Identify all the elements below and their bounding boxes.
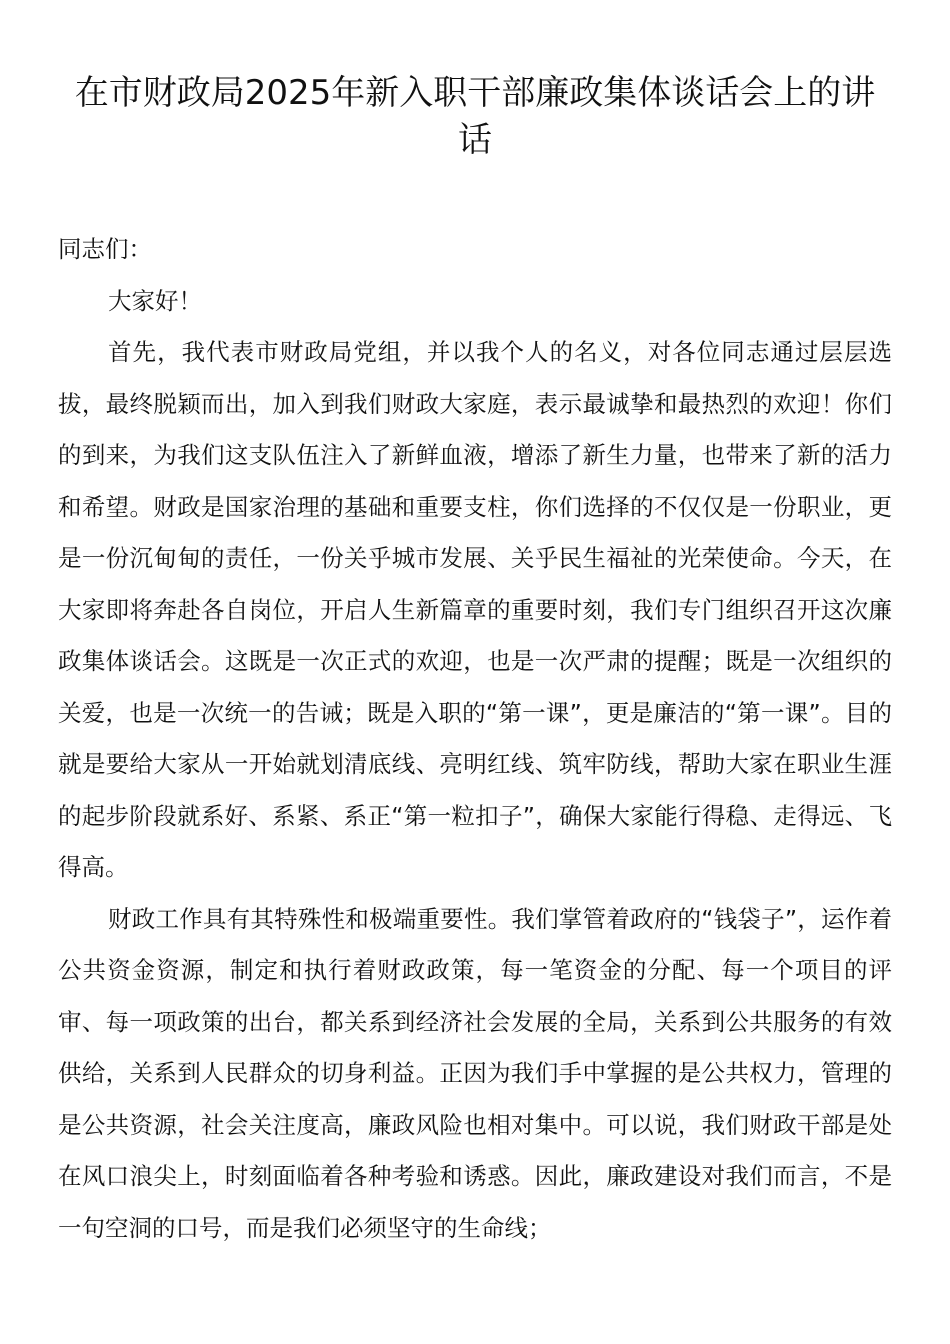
- document-body: [58, 224, 892, 1254]
- greeting: 大家好！: [108, 286, 202, 315]
- document-title: 在市财政局2025年新入职干部廉政集体谈话会上的讲话: [74, 73, 876, 160]
- paragraph: 财政工作具有其特殊性和极端重要性。我们掌管着政府的“钱袋子”，运作着公共资金资源，制定和执行着财政政策，每一笔资金的分配、每一个项目的评审、每一项政策的出台，都关系到经济社会发展的全局，关系到公共服务的有效供给，关系到人民群众的切身利益。正因为我们手中掌握的是公共权力，管理的是公共资源，社会关注度高，廉政风险也相对集中。可以说，我们财政干部是处在风口浪尖上，时刻面临着各种考验和诱惑。因此，廉政建设对我们而言，不是一句空洞的口号，而是我们必须坚守的生命线；: [58, 904, 892, 1242]
- paragraph: 首先，我代表市财政局党组，并以我个人的名义，对各位同志通过层层选拔，最终脱颖而出，加入到我们财政大家庭，表示最诚挚和最热烈的欢迎！你们的到来，为我们这支队伍注入了新鲜血液，增添了新生力量，也带来了新的活力和希望。财政是国家治理的基础和重要支柱，你们选择的不仅仅是一份职业，更是一份沉甸甸的责任，一份关乎城市发展、关乎民生福祉的光荣使命。今天，在大家即将奔赴各自岗位，开启人生新篇章的重要时刻，我们专门组织召开这次廉政集体谈话会。这既是一次正式的欢迎，也是一次严肃的提醒；既是一次组织的关爱，也是一次统一的告诫；既是入职的“第一课”，更是廉洁的“第一课”。目的就是要给大家从一开始就划清底线、亮明红线、筑牢防线，帮助大家在职业生涯的起步阶段就系好、系紧、系正“第一粒扣子”，确保大家能行得稳、走得远、飞得高。: [58, 338, 892, 881]
- salutation: 同志们：: [58, 235, 152, 263]
